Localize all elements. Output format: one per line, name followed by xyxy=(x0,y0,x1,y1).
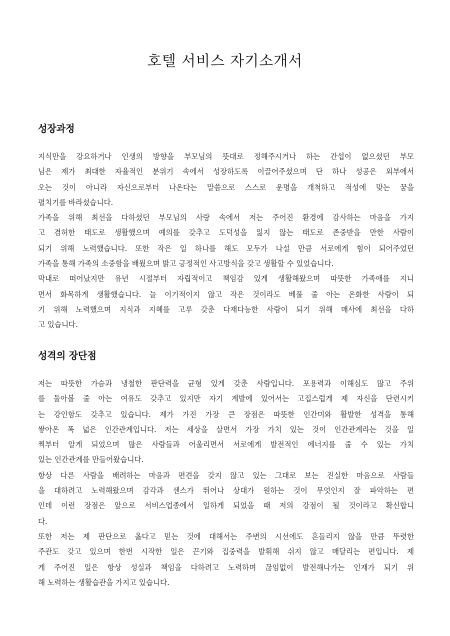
section-heading-personality: 성격의 장단점 xyxy=(38,351,97,362)
section-heading-growth: 성장과정 xyxy=(38,124,75,135)
text-line: 가족을 통해 가족의 소중함을 배웠으며 밝고 긍정적인 사고방식을 갖고 생활할 수 있었습니다. xyxy=(38,259,334,269)
text-line: 인데 이런 장점은 앞으로 서비스업종에서 일하게 되었을 때 저의 강점이 될 것이라고 확신합니 xyxy=(38,501,414,511)
text-line: 막내로 떠어났지만 유년 시절부터 자립적이고 책임감 있게 생활해왔으며 따뜻한 가족애를 지니 xyxy=(38,274,414,284)
text-line: 쌓아온 폭 넓은 인간관계입니다. 저는 세상을 살면서 가장 가치 있는 것이 인간관계라는 것을 일 xyxy=(38,424,414,434)
text-line: 주관도 갖고 있으며 한번 시작한 일은 끈기와 집중력을 발휘해 쉬지 않고 매달리는 편입니다. 제 xyxy=(38,547,414,557)
text-line: 지식만을 강요하거나 인생의 방향을 부모님의 뜻대로 정해주시거나 하는 간섭이 없으셨던 부모 xyxy=(38,152,414,161)
text-line: 가족을 위해 최선을 다하셨던 부모님의 사랑 속에서 저는 주어진 환경에 감사하는 마음을 가지 xyxy=(38,213,414,223)
text-line: 게 주어진 일은 항상 성실과 책임을 다하려고 노력하며 끊임없이 발전해나가는 인재가 되기 위 xyxy=(38,562,414,572)
text-line: 펼치기를 바라셨습니다. xyxy=(38,197,114,207)
text-line: 찍부터 알게 되었으며 많은 사람들과 어울리면서 서로에게 발전적인 에너지를 줄 수 있는 가치 xyxy=(38,440,414,450)
text-line: 님은 제가 최대한 자율적인 분위기 속에서 성장하도록 이끌어주셨으며 단 하나 성공은 외부에서 xyxy=(38,167,414,177)
text-line: 있는 인간관계를 만들어왔습니다. xyxy=(38,455,144,465)
text-line: 면서 화목하게 생활했습니다. 늘 이기적이지 않고 작은 것이라도 베풀 줄 아는 온화한 사람이 되 xyxy=(38,289,414,299)
text-line: 다. xyxy=(38,516,48,526)
text-line: 저는 따뜻한 가슴과 냉철한 판단력을 균형 있게 갖춘 사람입니다. 포용력과 이해심도 많고 주위 xyxy=(38,379,414,388)
text-line: 고 겸허한 태도로 생활했으며 예의를 갖추고 도덕성을 잃지 않는 태도로 존중받을 만한 사람이 xyxy=(38,228,414,238)
document-title: 호텔 서비스 자기소개서 xyxy=(147,54,303,70)
text-line: 를 둘아볼 줄 아는 여유도 갖추고 있지만 자기 계발에 있어서는 고집스럽게 제 자신을 단련시키 xyxy=(38,394,414,404)
text-line: 오는 것이 아니라 자신으로부터 나온다는 말씀으로 스스로 운명을 개척하고 적성에 맞는 꿈을 xyxy=(38,182,414,192)
text-line: 는 강인함도 갖추고 있습니다. 제가 가진 가장 큰 장점은 따뜻한 인간미와 활발한 성격을 통해 xyxy=(38,409,414,419)
section-body-personality xyxy=(38,376,414,590)
text-line: 기 위해 노력했으며 지식과 지혜를 고루 갖춘 다재다능한 사람이 되기 위해 매사에 최선을 다하 xyxy=(38,304,414,314)
text-line: 을 대하려고 노력해왔으며 감각과 센스가 뛰어나 상대가 원하는 것이 무엇인지 잘 파악하는 편 xyxy=(38,486,414,496)
section-body-growth xyxy=(38,149,414,333)
text-line: 항상 다른 사람을 배려하는 마음과 편견을 갖지 않고 있는 그대로 보는 진실한 마음으로 사람들 xyxy=(38,470,414,480)
text-line: 해 노력하는 생활습관을 가지고 있습니다. xyxy=(38,577,170,587)
text-line: 또한 저는 제 판단으로 옳다고 믿는 것에 대해서는 주변의 시선에도 흔들리지 않을 만큼 뚜렷한 xyxy=(38,531,414,541)
text-line: 되기 위해 노력했습니다. 또한 작은 일 하나를 해도 모두가 나설 만큼 서로에게 힘이 되어주었던 xyxy=(38,243,414,253)
text-line: 고 있습니다. xyxy=(38,320,78,330)
